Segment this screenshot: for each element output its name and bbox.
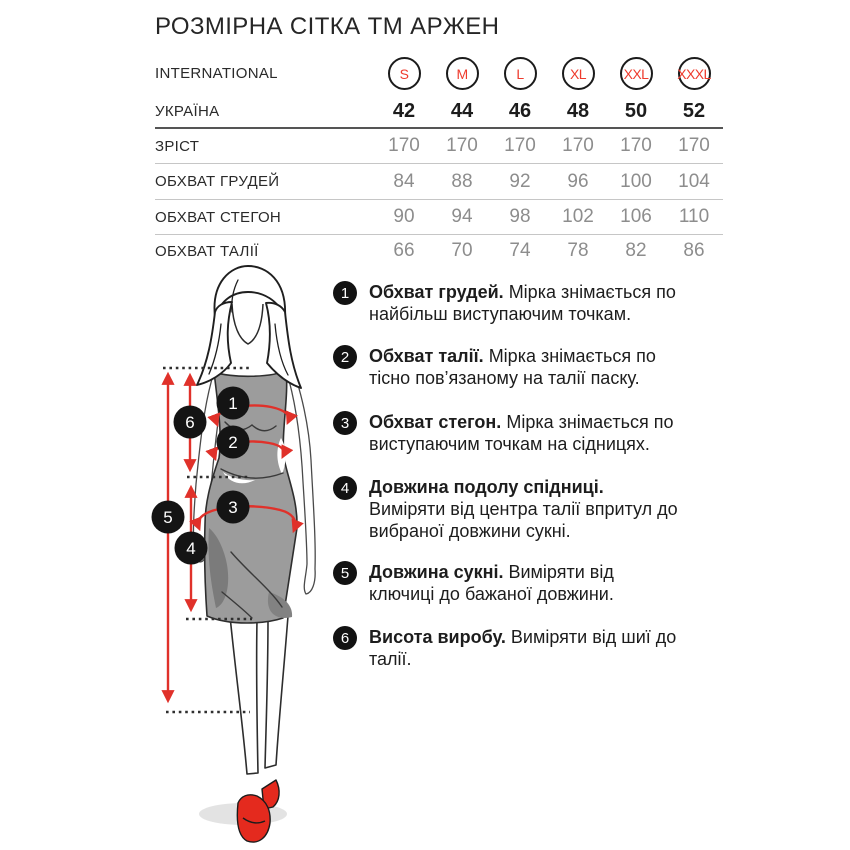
instruction-desc: Виміряти від шиї до талії.	[369, 627, 677, 669]
instruction-desc: Виміряти від центра талії впритул до вибраної довжини сукні.	[369, 499, 678, 541]
instruction-term: Висота виробу.	[369, 627, 506, 647]
instruction-desc: Мірка знімається по тісно пов’язаному на талії паску.	[369, 346, 656, 388]
marker-5: 5	[163, 508, 173, 527]
row-label: ОБХВАТ ТАЛІЇ	[155, 242, 259, 260]
instruction-desc: Виміряти від ключиці до бажаної довжини.	[369, 562, 614, 604]
size-badge-xxl: XXL	[620, 57, 653, 90]
size-badge-s: S	[388, 57, 421, 90]
marker-3: 3	[228, 498, 238, 517]
hips-value: 102	[562, 206, 594, 227]
hips-value: 110	[678, 206, 710, 227]
size-badge-m: M	[446, 57, 479, 90]
row-label: УКРАЇНА	[155, 102, 220, 120]
chest-value: 96	[567, 170, 589, 192]
ua-size-value: 50	[624, 99, 648, 122]
hips-value: 90	[393, 206, 415, 227]
ua-size-value: 52	[682, 99, 706, 122]
ua-size-value: 46	[508, 99, 532, 122]
instruction-item-6	[333, 626, 681, 670]
height-value: 170	[620, 135, 652, 156]
marker-2: 2	[228, 433, 238, 452]
instruction-desc: Мірка знімається по виступаючим точкам на сідницях.	[369, 412, 674, 454]
waist-value: 86	[683, 240, 705, 261]
table-row-chest	[155, 164, 723, 200]
chest-value: 88	[451, 170, 473, 192]
instruction-number-badge: 1	[333, 281, 357, 305]
pump-front	[237, 795, 270, 842]
instruction-term: Обхват грудей.	[369, 282, 504, 302]
ua-size-value: 42	[392, 99, 416, 122]
head	[232, 304, 263, 368]
row-label: ОБХВАТ ГРУДЕЙ	[155, 173, 280, 190]
instruction-number-badge: 2	[333, 345, 357, 369]
height-value: 170	[446, 135, 478, 156]
ua-size-value: 44	[450, 99, 474, 122]
marker-4: 4	[186, 539, 196, 558]
waist-value: 66	[393, 240, 415, 261]
chest-value: 92	[509, 170, 531, 192]
hair-left	[197, 302, 232, 385]
row-label: ОБХВАТ СТЕГОН	[155, 208, 282, 226]
instruction-item-2	[333, 345, 681, 389]
chest-value: 84	[393, 170, 415, 192]
table-row-hips	[155, 200, 723, 235]
hips-value: 98	[509, 206, 531, 227]
size-guide-figure-svg	[135, 262, 350, 850]
waist-value: 82	[625, 240, 647, 261]
hips-value: 106	[620, 206, 652, 227]
table-row-international	[155, 52, 723, 95]
row-label: INTERNATIONAL	[155, 65, 278, 82]
height-value: 170	[388, 135, 420, 156]
size-badge-xxxl: XXXL	[678, 57, 711, 90]
instruction-number-badge: 5	[333, 561, 357, 585]
instruction-number-badge: 3	[333, 411, 357, 435]
instruction-term: Обхват стегон.	[369, 412, 502, 432]
hips-value: 94	[451, 206, 473, 227]
instruction-term: Довжина сукні.	[369, 562, 504, 582]
chest-value: 104	[678, 170, 710, 192]
size-badge-xl: XL	[562, 57, 595, 90]
measurement-figure	[135, 262, 350, 850]
height-value: 170	[504, 135, 536, 156]
table-row-ukraine	[155, 95, 723, 129]
height-value: 170	[562, 135, 594, 156]
legs	[230, 616, 288, 774]
table-row-height	[155, 129, 723, 164]
instruction-desc: Мірка знімається по найбільш виступаючим точкам.	[369, 282, 676, 324]
instruction-number-badge: 4	[333, 476, 357, 500]
waist-value: 78	[567, 240, 589, 261]
waist-value: 74	[509, 240, 531, 261]
height-value: 170	[678, 135, 710, 156]
instruction-term: Довжина подолу спідниці.	[369, 477, 604, 497]
page-title: РОЗМІРНА СІТКА ТМ АРЖЕН	[155, 13, 500, 40]
chest-value: 100	[620, 170, 652, 192]
instruction-item-1	[333, 281, 681, 325]
size-badge-l: L	[504, 57, 537, 90]
instruction-item-4	[333, 476, 681, 542]
marker-1: 1	[228, 394, 238, 413]
marker-6: 6	[185, 413, 195, 432]
waist-value: 70	[451, 240, 473, 261]
instruction-item-3	[333, 411, 681, 455]
instruction-number-badge: 6	[333, 626, 357, 650]
ua-size-value: 48	[566, 99, 590, 122]
face-jaw	[232, 304, 263, 344]
size-table	[155, 52, 723, 267]
instruction-item-5	[333, 561, 681, 605]
row-label: ЗРІСТ	[155, 137, 200, 155]
instruction-term: Обхват талії.	[369, 346, 484, 366]
